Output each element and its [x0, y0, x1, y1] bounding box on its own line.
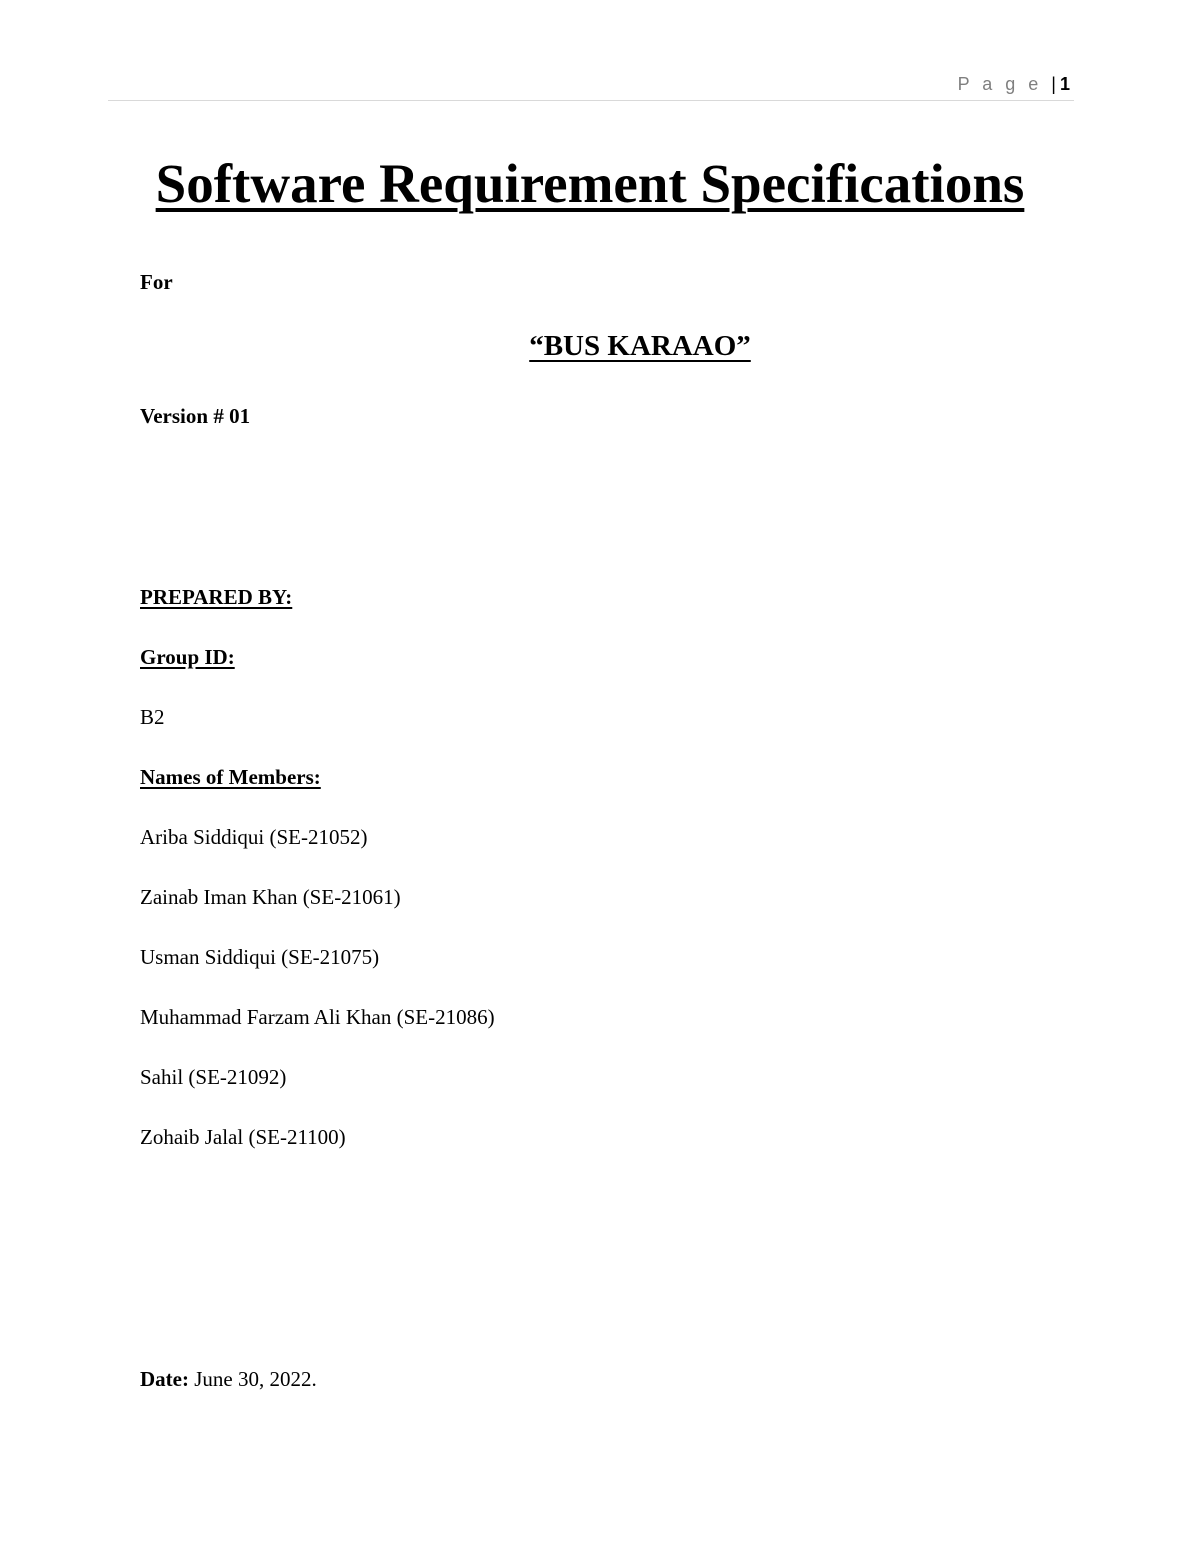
- date-line: [140, 1367, 317, 1392]
- group-id-heading: Group ID:: [140, 645, 235, 669]
- page-label: P a g e: [957, 74, 1043, 94]
- page-header: [108, 70, 1074, 101]
- prepared-by-heading: PREPARED BY:: [140, 585, 293, 609]
- date-value: June 30, 2022.: [188, 1367, 317, 1391]
- member-item: Zohaib Jalal (SE-21100): [140, 1125, 346, 1149]
- member-item: Sahil (SE-21092): [140, 1065, 287, 1089]
- page-number-value: 1: [1059, 74, 1070, 94]
- member-item: Ariba Siddiqui (SE-21052): [140, 825, 368, 849]
- project-name: “BUS KARAAO”: [529, 330, 751, 362]
- version-label: Version # 01: [140, 404, 251, 428]
- member-item: Muhammad Farzam Ali Khan (SE-21086): [140, 1005, 495, 1029]
- date-label: Date:: [140, 1367, 189, 1391]
- member-item: Zainab Iman Khan (SE-21061): [140, 885, 401, 909]
- for-label: For: [140, 270, 173, 294]
- document-title: Software Requirement Specifications: [155, 153, 1025, 214]
- page-separator: |: [1051, 74, 1056, 94]
- member-item: Usman Siddiqui (SE-21075): [140, 945, 380, 969]
- page-number: [958, 74, 1070, 95]
- members-heading: Names of Members:: [140, 765, 321, 789]
- group-id-value: B2: [140, 705, 165, 729]
